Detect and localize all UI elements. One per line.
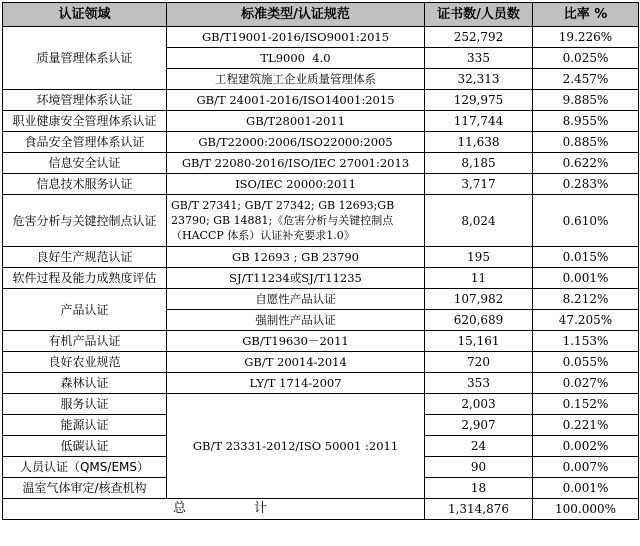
header-ratio: 比率 % bbox=[533, 3, 639, 27]
count-cell: 15,161 bbox=[425, 331, 533, 352]
count-cell: 720 bbox=[425, 352, 533, 373]
table-row bbox=[3, 195, 639, 247]
ratio-cell: 47.205% bbox=[533, 310, 639, 331]
standard-cell: GB 12693 ; GB 23790 bbox=[167, 247, 425, 268]
ratio-cell: 0.152% bbox=[533, 394, 639, 415]
table-row bbox=[3, 247, 639, 268]
domain-cell: 良好农业规范 bbox=[3, 352, 167, 373]
domain-cell: 信息技术服务认证 bbox=[3, 174, 167, 195]
count-cell: 195 bbox=[425, 247, 533, 268]
ratio-cell: 0.007% bbox=[533, 457, 639, 478]
ratio-cell: 8.955% bbox=[533, 111, 639, 132]
ratio-cell: 0.283% bbox=[533, 174, 639, 195]
total-label-second: 计 bbox=[254, 501, 268, 516]
standard-cell: GB/T 20014-2014 bbox=[167, 352, 425, 373]
count-cell: 3,717 bbox=[425, 174, 533, 195]
domain-cell: 软件过程及能力成熟度评估 bbox=[3, 268, 167, 289]
count-cell: 117,744 bbox=[425, 111, 533, 132]
table-row bbox=[3, 268, 639, 289]
count-cell: 8,185 bbox=[425, 153, 533, 174]
count-cell: 353 bbox=[425, 373, 533, 394]
ratio-cell: 0.610% bbox=[533, 195, 639, 247]
domain-cell: 人员认证（QMS/EMS） bbox=[3, 457, 167, 478]
ratio-cell: 0.221% bbox=[533, 415, 639, 436]
total-label-first: 总 bbox=[173, 501, 187, 516]
table-row bbox=[3, 331, 639, 352]
count-cell: 90 bbox=[425, 457, 533, 478]
ratio-cell: 8.212% bbox=[533, 289, 639, 310]
standard-cell: GB/T19630－2011 bbox=[167, 331, 425, 352]
total-ratio-cell: 100.000% bbox=[533, 499, 639, 520]
count-cell: 8,024 bbox=[425, 195, 533, 247]
count-cell: 24 bbox=[425, 436, 533, 457]
standard-cell: 强制性产品认证 bbox=[167, 310, 425, 331]
ratio-cell: 19.226% bbox=[533, 27, 639, 48]
domain-cell: 服务认证 bbox=[3, 394, 167, 415]
standard-cell: LY/T 1714-2007 bbox=[167, 373, 425, 394]
standard-cell-merged: GB/T 23331-2012/ISO 50001 :2011 bbox=[167, 394, 425, 499]
count-cell: 107,982 bbox=[425, 289, 533, 310]
table-row bbox=[3, 289, 639, 310]
domain-cell: 低碳认证 bbox=[3, 436, 167, 457]
domain-cell: 质量管理体系认证 bbox=[3, 27, 167, 90]
table-row bbox=[3, 153, 639, 174]
certification-statistics-table bbox=[2, 2, 639, 520]
standard-cell: GB/T19001-2016/ISO9001:2015 bbox=[167, 27, 425, 48]
total-count-cell: 1,314,876 bbox=[425, 499, 533, 520]
count-cell: 129,975 bbox=[425, 90, 533, 111]
total-label-cell bbox=[3, 499, 425, 520]
ratio-cell: 0.002% bbox=[533, 436, 639, 457]
standard-cell: 工程建筑施工企业质量管理体系 bbox=[167, 69, 425, 90]
domain-cell: 食品安全管理体系认证 bbox=[3, 132, 167, 153]
count-cell: 11,638 bbox=[425, 132, 533, 153]
count-cell: 335 bbox=[425, 48, 533, 69]
standard-cell: GB/T 24001-2016/ISO14001:2015 bbox=[167, 90, 425, 111]
ratio-cell: 0.027% bbox=[533, 373, 639, 394]
domain-cell: 能源认证 bbox=[3, 415, 167, 436]
domain-cell: 森林认证 bbox=[3, 373, 167, 394]
standard-cell: GB/T28001-2011 bbox=[167, 111, 425, 132]
count-cell: 620,689 bbox=[425, 310, 533, 331]
table-row bbox=[3, 352, 639, 373]
count-cell: 32,313 bbox=[425, 69, 533, 90]
ratio-cell: 9.885% bbox=[533, 90, 639, 111]
count-cell: 252,792 bbox=[425, 27, 533, 48]
domain-cell: 有机产品认证 bbox=[3, 331, 167, 352]
standard-cell: GB/T 27341; GB/T 27342; GB 12693;GB 23790; GB 14881;《危害分析与关键控制点（HACCP 体系）认证补充要求1.0》 bbox=[167, 195, 425, 247]
table-row bbox=[3, 111, 639, 132]
standard-cell: ISO/IEC 20000:2011 bbox=[167, 174, 425, 195]
standard-cell: SJ/T11234或SJ/T11235 bbox=[167, 268, 425, 289]
domain-cell: 职业健康安全管理体系认证 bbox=[3, 111, 167, 132]
ratio-cell: 0.622% bbox=[533, 153, 639, 174]
ratio-cell: 0.025% bbox=[533, 48, 639, 69]
total-row bbox=[3, 499, 639, 520]
standard-cell: 自愿性产品认证 bbox=[167, 289, 425, 310]
table-row bbox=[3, 90, 639, 111]
domain-cell: 温室气体审定/核查机构 bbox=[3, 478, 167, 499]
standard-cell: GB/T 22080-2016/ISO/IEC 27001:2013 bbox=[167, 153, 425, 174]
table-row bbox=[3, 27, 639, 48]
ratio-cell: 0.015% bbox=[533, 247, 639, 268]
header-domain: 认证领域 bbox=[3, 3, 167, 27]
count-cell: 2,907 bbox=[425, 415, 533, 436]
standard-cell: GB/T22000:2006/ISO22000:2005 bbox=[167, 132, 425, 153]
header-standard: 标准类型/认证规范 bbox=[167, 3, 425, 27]
table-row bbox=[3, 174, 639, 195]
certification-table-wrapper bbox=[2, 2, 638, 542]
ratio-cell: 0.001% bbox=[533, 478, 639, 499]
header-count: 证书数/人员数 bbox=[425, 3, 533, 27]
domain-cell: 良好生产规范认证 bbox=[3, 247, 167, 268]
ratio-cell: 0.885% bbox=[533, 132, 639, 153]
count-cell: 2,003 bbox=[425, 394, 533, 415]
table-header-row bbox=[3, 3, 639, 27]
domain-cell: 危害分析与关键控制点认证 bbox=[3, 195, 167, 247]
domain-cell: 信息安全认证 bbox=[3, 153, 167, 174]
table-row bbox=[3, 132, 639, 153]
count-cell: 11 bbox=[425, 268, 533, 289]
table-row bbox=[3, 373, 639, 394]
ratio-cell: 2.457% bbox=[533, 69, 639, 90]
domain-cell: 产品认证 bbox=[3, 289, 167, 331]
ratio-cell: 0.055% bbox=[533, 352, 639, 373]
count-cell: 18 bbox=[425, 478, 533, 499]
standard-cell: TL9000 4.0 bbox=[167, 48, 425, 69]
ratio-cell: 1.153% bbox=[533, 331, 639, 352]
domain-cell: 环境管理体系认证 bbox=[3, 90, 167, 111]
ratio-cell: 0.001% bbox=[533, 268, 639, 289]
table-row bbox=[3, 394, 639, 415]
